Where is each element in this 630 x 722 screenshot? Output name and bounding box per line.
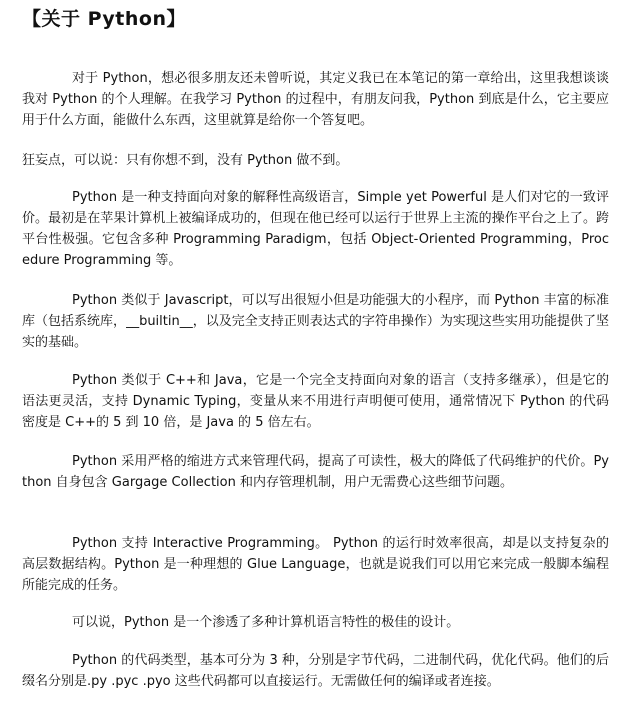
paragraph-design: 可以说，Python 是一个渗透了多种计算机语言特性的极佳的设计。: [72, 615, 460, 630]
paragraph-cpp-java: Python 类似于 C++和 Java，它是一个完全支持面向对象的语言（支持多继承），但是它的语法更灵活，支持 Dynamic Typing，变量从来不用进行声明便可使用，通常情况下 Python 的代码密度是 C++的 5 到 10 倍，是 Java 的 5 倍左右。: [22, 373, 609, 430]
paragraph-overview: Python 是一种支持面向对象的解释性高级语言，Simple yet Powerful 是人们对它的一致评价。最初是在苹果计算机上被编译成功的，但现在他已经可以运行于世界上主流的操作平台之上了。跨平台性极强。它包含多种 Programming Paradigm，包括 Object-Oriented Programming，Procedure Programming 等。: [22, 190, 609, 268]
paragraph-intro: 对于 Python，想必很多朋友还未曾听说，其定义我已在本笔记的第一章给出，这里我想谈谈我对 Python 的个人理解。在我学习 Python 的过程中，有朋友问我，Python 到底是什么，它主要应用于什么方面，能做什么东西，这里就算是给你一个答复吧。: [22, 71, 609, 128]
document-title: 【关于 Python】: [22, 8, 186, 30]
paragraph-javascript: Python 类似于 Javascript，可以写出很短小但是功能强大的小程序，而 Python 丰富的标准库（包括系统库，__builtin__，以及完全支持正则表达式的字符串操作）为实现这些实用功能提供了坚实的基础。: [22, 293, 609, 350]
paragraph-interactive: Python 支持 Interactive Programming。 Python 的运行时效率很高，却是以支持复杂的高层数据结构。Python 是一种理想的 Glue Language，也就是说我们可以用它来完成一般脚本编程所能完成的任务。: [22, 536, 609, 593]
paragraph-boast: 狂妄点，可以说：只有你想不到，没有 Python 做不到。: [22, 153, 349, 168]
paragraph-code-types: Python 的代码类型，基本可分为 3 种，分别是字节代码，二进制代码，优化代码。他们的后缀名分别是.py .pyc .pyo 这些代码都可以直接运行。无需做任何的编译或者连接。: [22, 653, 609, 689]
paragraph-indentation: Python 采用严格的缩进方式来管理代码，提高了可读性，极大的降低了代码维护的代价。Python 自身包含 Gargage Collection 和内存管理机制，用户无需费心这些细节问题。: [22, 454, 609, 490]
